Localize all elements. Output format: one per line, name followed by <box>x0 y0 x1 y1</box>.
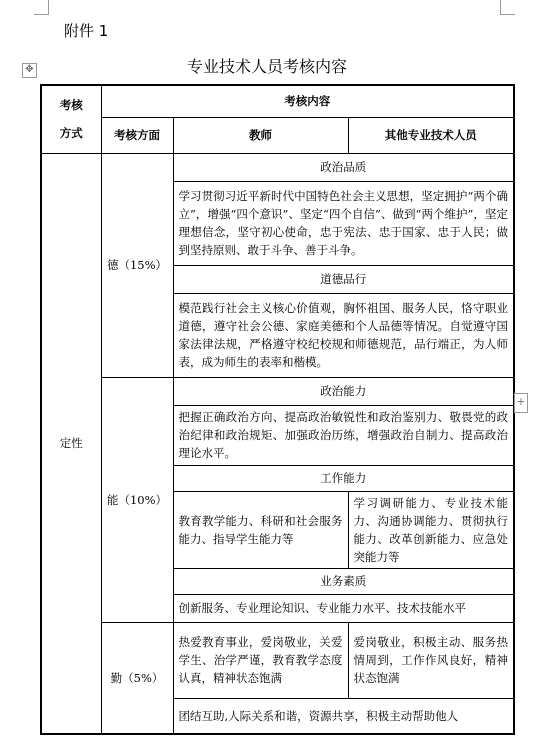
qin-teacher: 热爱教育事业，爱岗敬业，关爱学生、治学严谨，教育教学态度认真，精神状态饱满 <box>173 622 348 698</box>
qin-other: 爱岗敬业，积极主动、服务热情周到，工作作风良好，精神状态饱满 <box>348 622 514 698</box>
header-method <box>41 85 101 153</box>
aspect-de: 德（15%） <box>101 153 173 377</box>
header-aspect: 考核方面 <box>101 117 173 153</box>
aspect-neng: 能（10%） <box>101 377 173 622</box>
neng-business-text: 创新服务、专业理论知识、专业能力水平、技术技能水平 <box>173 594 514 622</box>
neng-work-teacher: 教育教学能力、科研和社会服务能力、指导学生能力等 <box>173 491 348 568</box>
de-moral-title: 道德品行 <box>173 265 514 293</box>
attachment-label: 附件 1 <box>64 22 109 40</box>
qin-shared: 团结互助,人际关系和谐，资源共享，积极主动帮助他人 <box>173 698 514 734</box>
header-method-text: 考核方式 <box>59 98 83 141</box>
de-moral-text: 模范践行社会主义核心价值观，胸怀祖国、服务人民，恪守职业道德，遵守社会公德、家庭美德和个人品德等情况。自觉遵守国家法律法规，严格遵守校纪校规和师德规范，品行端正，为人师表，成为师生的表率和楷模。 <box>173 293 514 377</box>
assessment-table <box>40 84 515 735</box>
plus-icon[interactable]: + <box>514 393 528 413</box>
neng-work-title: 工作能力 <box>173 465 514 491</box>
table-move-handle-icon[interactable]: ✥ <box>22 63 37 78</box>
margin-corner-mark <box>34 0 49 15</box>
neng-political-text: 把握正确政治方向、提高政治敏锐性和政治鉴别力、敬畏党的政治纪律和政治规矩、加强政治历练，增强政治自制力、提高政治理论水平。 <box>173 405 514 465</box>
header-teacher: 教师 <box>173 117 348 153</box>
method-value: 定性 <box>41 153 101 734</box>
de-political-text: 学习贯彻习近平新时代中国特色社会主义思想，坚定拥护“两个确立”，增强“四个意识”、坚定“四个自信”、做到“两个维护”，坚定理想信念，坚守初心使命，忠于宪法、忠于国家、忠于人民；做到坚持原则、敢于斗争、善于斗争。 <box>173 181 514 265</box>
neng-work-other: 学习调研能力、专业技术能力、沟通协调能力、贯彻执行能力、改革创新能力、应急处突能力等 <box>348 491 514 568</box>
aspect-qin: 勤（5%） <box>101 622 173 734</box>
margin-corner-mark <box>500 0 515 15</box>
page-title: 专业技术人员考核内容 <box>186 57 347 76</box>
header-other: 其他专业技术人员 <box>348 117 514 153</box>
neng-business-title: 业务素质 <box>173 568 514 594</box>
neng-political-title: 政治能力 <box>173 377 514 405</box>
header-content: 考核内容 <box>101 85 514 117</box>
de-political-title: 政治品质 <box>173 153 514 181</box>
